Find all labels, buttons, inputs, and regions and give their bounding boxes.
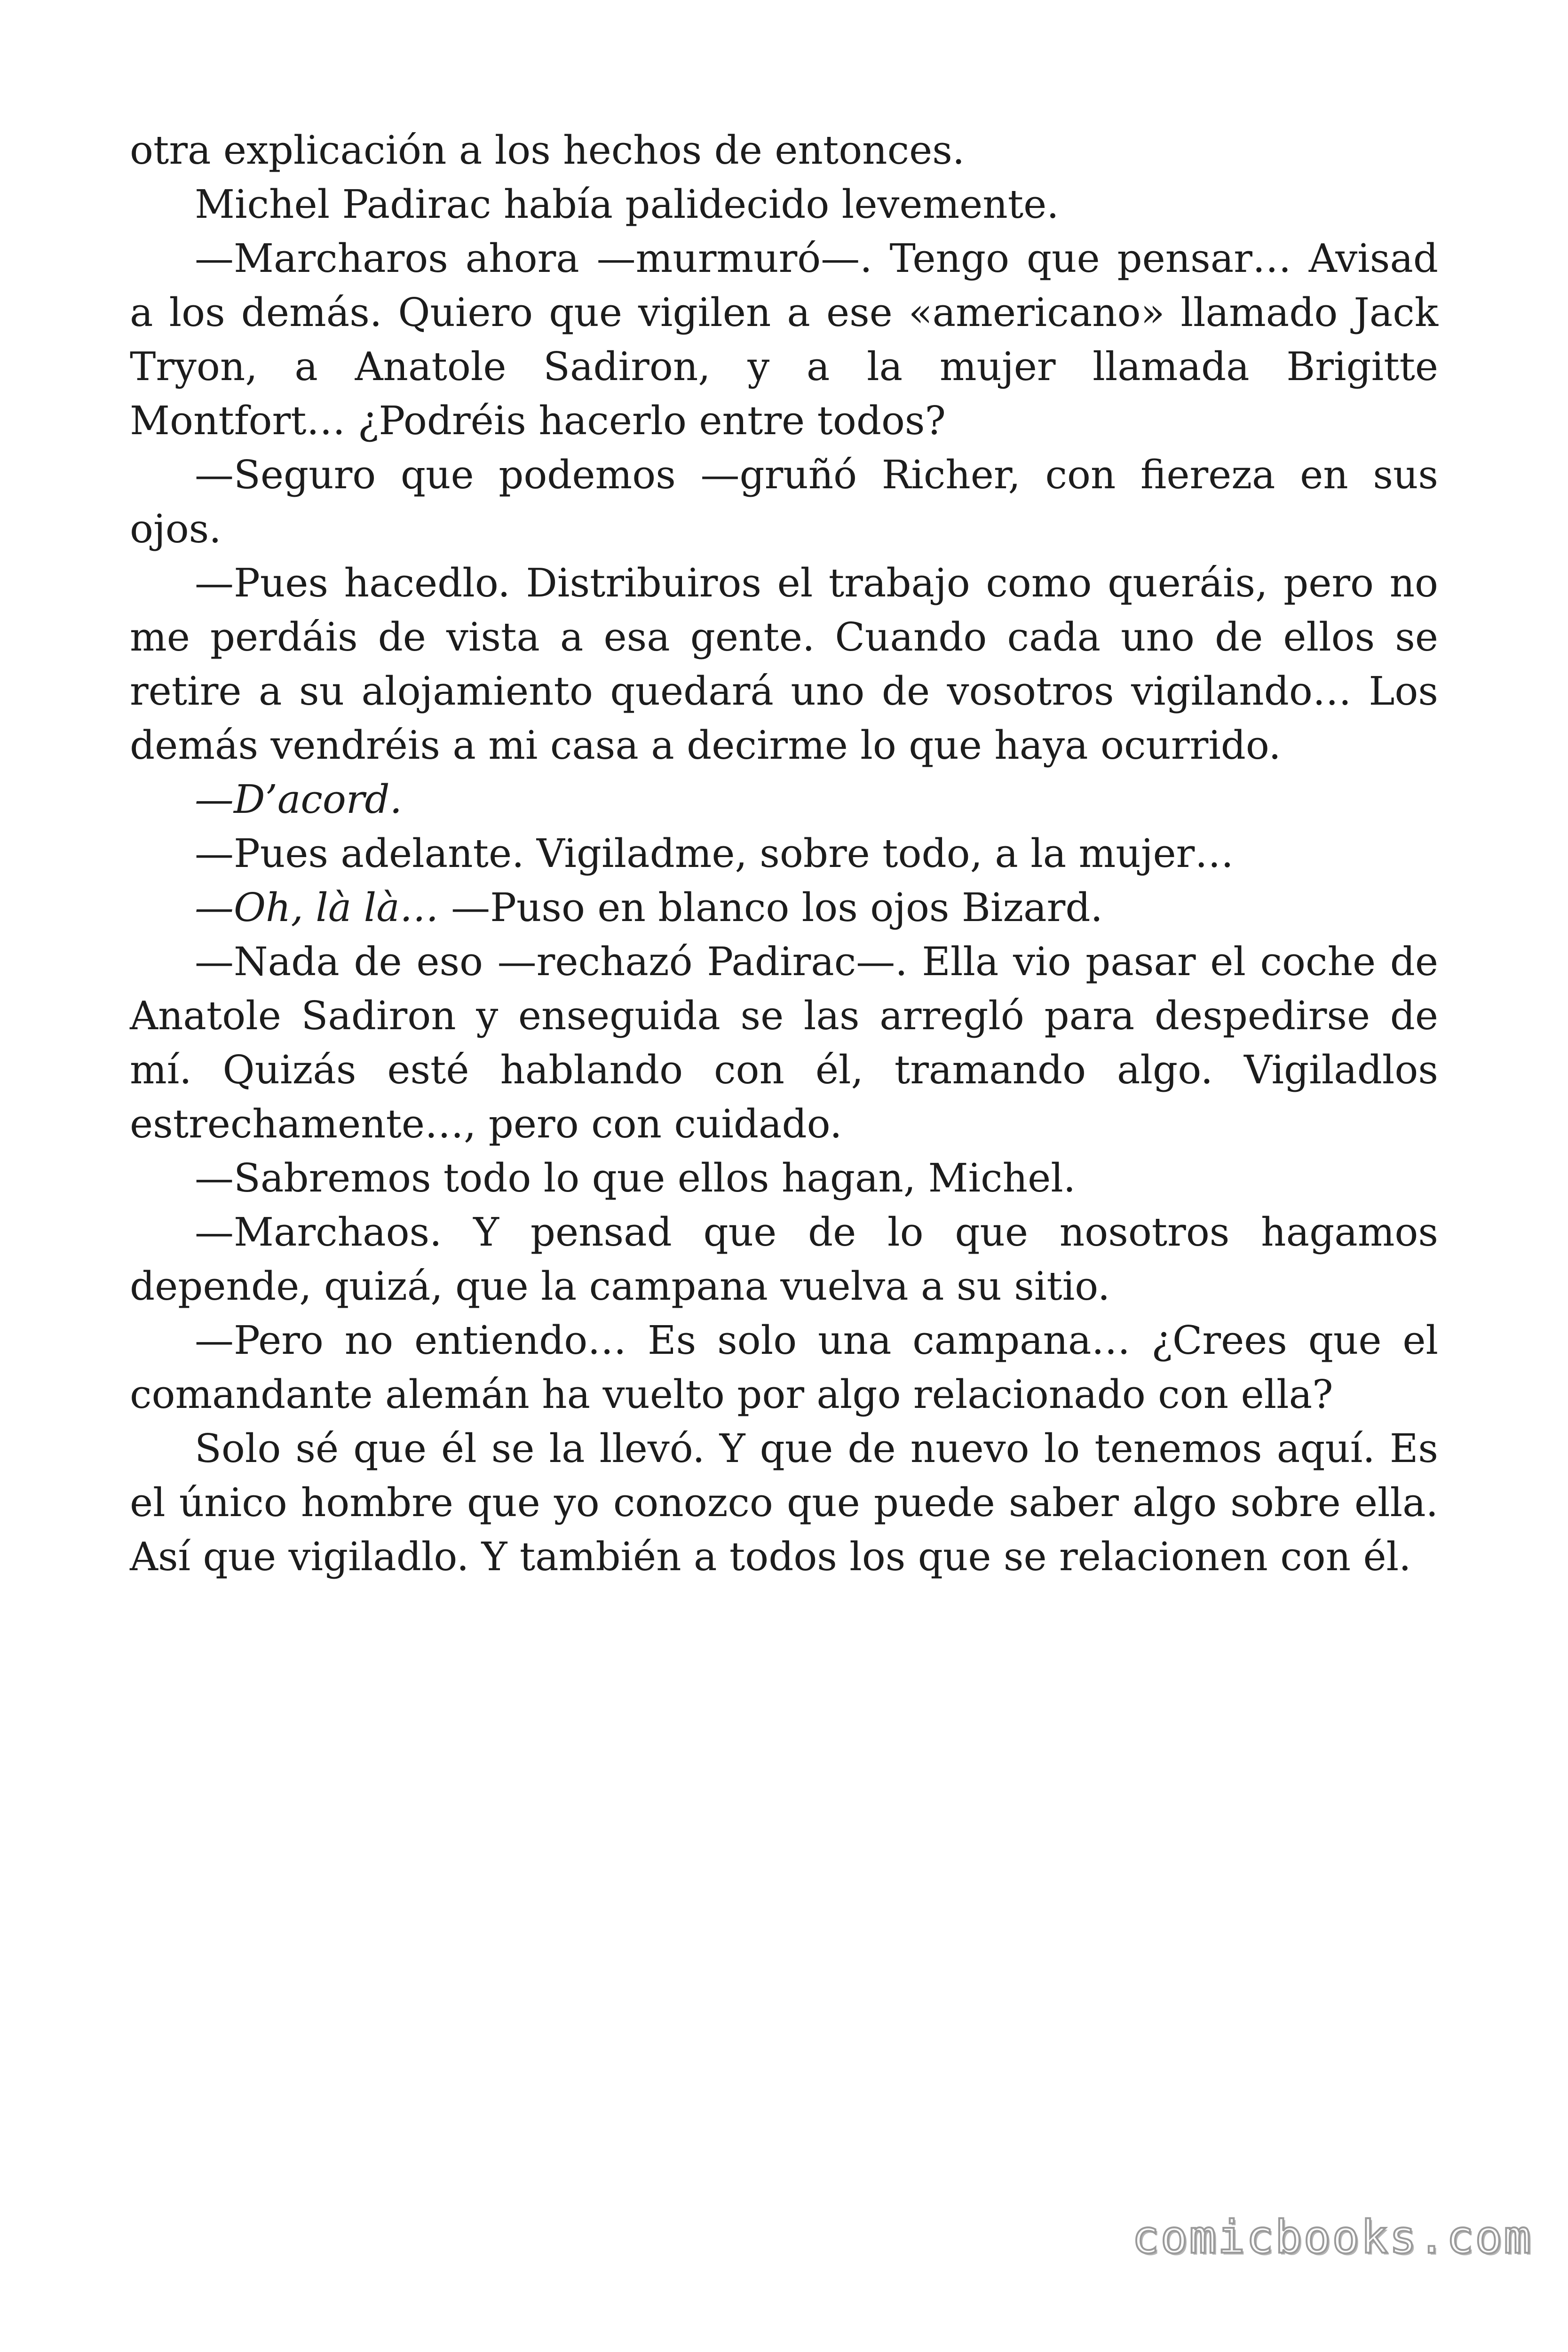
- paragraph: Michel Padirac había palidecido levemente.: [195, 182, 1059, 227]
- paragraph: —Nada de eso —rechazó Padirac—. Ella vio pasar el coche de Anatole Sadiron y enseguida se las arregló para despedirse de mí. Quizás esté hablando con él, tramando algo. Vigiladlos estrechamente…, pero con cuidado.: [130, 939, 1438, 1147]
- paragraph: —Seguro que podemos —gruñó Richer, con fiereza en sus ojos.: [130, 452, 1438, 552]
- paragraph-mixed: [130, 881, 1438, 935]
- paragraph-italic: [130, 772, 1438, 826]
- paragraph: —Pero no entiendo… Es solo una campana… ¿Crees que el comandante alemán ha vuelto por algo relacionado con ella?: [130, 1318, 1438, 1417]
- paragraph: —Pues hacedlo. Distribuiros el trabajo como queráis, pero no me perdáis de vista a esa gente. Cuando cada uno de ellos se retire a su alojamiento quedará uno de vosotros vigilando… Los demás vendréis a mi casa a decirme lo que haya ocurrido.: [130, 560, 1438, 768]
- body-text: [130, 123, 1438, 1584]
- dialogue-tag: —Puso en blanco los ojos Bizard.: [438, 885, 1103, 930]
- watermark-logo: comicbooks.com: [1132, 2211, 1532, 2264]
- paragraph: —Marcharos ahora —murmuró—. Tengo que pensar… Avisad a los demás. Quiero que vigilen a ese «americano» llamado Jack Tryon, a Anatole Sadiron, y a la mujer llamada Brigitte Montfort… ¿Podréis hacerlo entre todos?: [130, 236, 1438, 444]
- paragraph: —Marchaos. Y pensad que de lo que nosotros hagamos depende, quizá, que la campana vuelva a su sitio.: [130, 1209, 1438, 1309]
- paragraph: —Sabremos todo lo que ellos hagan, Michel.: [195, 1155, 1076, 1201]
- paragraph: otra explicación a los hechos de entonces.: [130, 127, 965, 173]
- paragraph: Solo sé que él se la llevó. Y que de nuevo lo tenemos aquí. Es el único hombre que yo conozco que puede saber algo sobre ella. Así que vigiladlo. Y también a todos los que se relacionen con él.: [130, 1426, 1438, 1580]
- italic-dialogue: —D’acord.: [195, 777, 403, 822]
- italic-dialogue: —Oh, là là…: [195, 885, 439, 930]
- paragraph: —Pues adelante. Vigiladme, sobre todo, a la mujer…: [195, 831, 1234, 876]
